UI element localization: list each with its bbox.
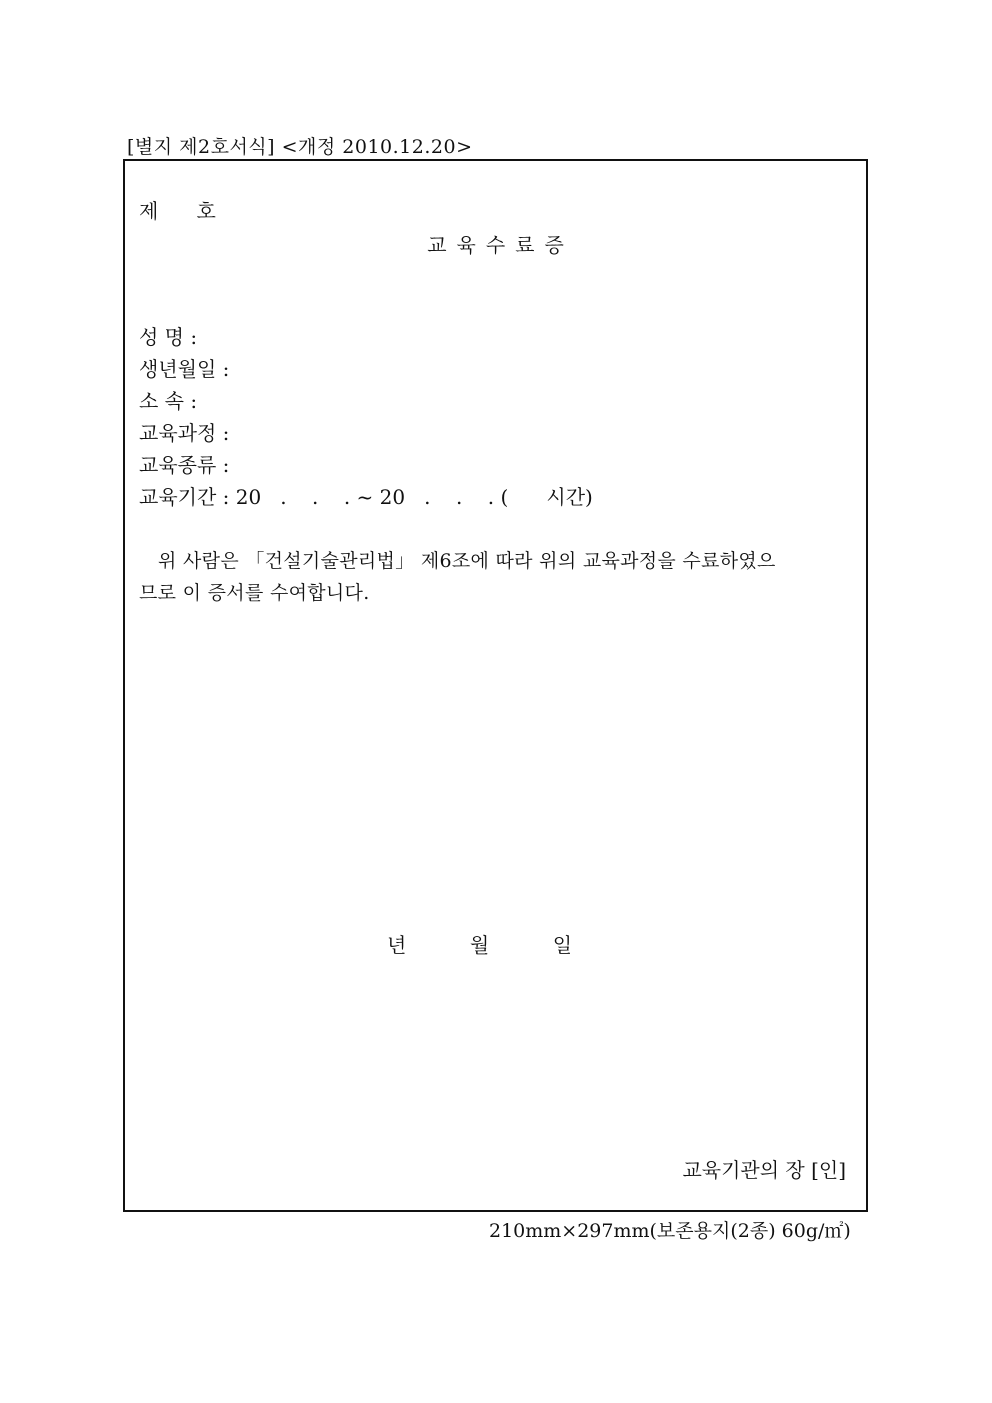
form-header: [별지 제2호서식] <개정 2010.12.20> <box>127 136 473 158</box>
certification-statement <box>139 545 862 609</box>
statement-line: 므로 이 증서를 수여합니다. <box>139 582 370 604</box>
field-education-period: 교육기간 : 20 . . . ~ 20 . . . ( 시간) <box>139 485 593 509</box>
field-list <box>139 321 593 513</box>
field-birth-date: 생년월일 : <box>139 357 230 381</box>
certificate-frame <box>123 159 868 1212</box>
issue-date-line: 년 월 일 <box>387 933 573 957</box>
document-title: 교육수료증 <box>427 233 574 257</box>
document-number-label: 제 호 <box>139 199 216 223</box>
field-education-type: 교육종류 : <box>139 453 230 477</box>
field-name: 성 명 : <box>139 325 198 349</box>
field-affiliation: 소 속 : <box>139 389 198 413</box>
issuer-signature: 교육기관의 장 [인] <box>682 1158 846 1182</box>
paper-spec: 210mm×297mm(보존용지(2종) 60g/㎡) <box>489 1220 851 1242</box>
field-course: 교육과정 : <box>139 421 230 445</box>
statement-line: 위 사람은 「건설기술관리법」 제6조에 따라 위의 교육과정을 수료하였으 <box>139 550 776 572</box>
